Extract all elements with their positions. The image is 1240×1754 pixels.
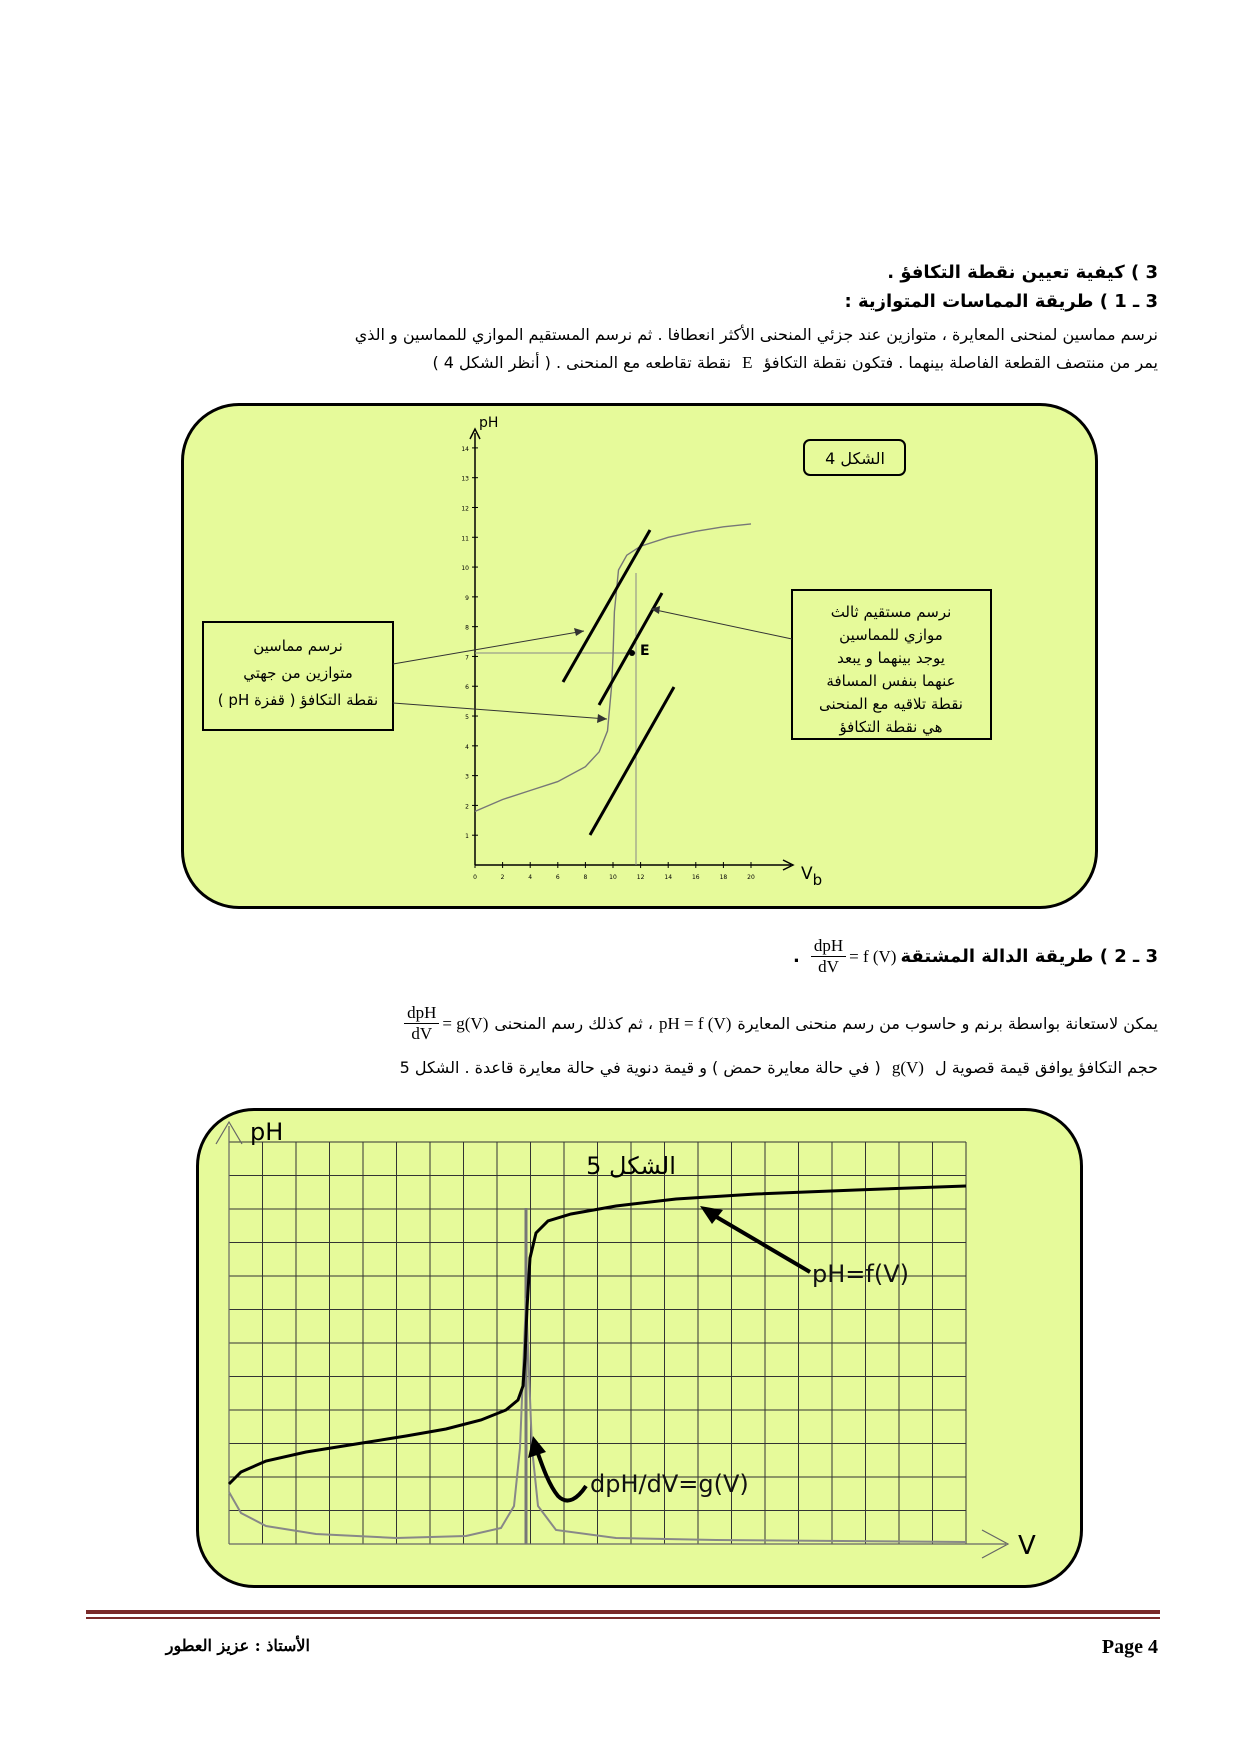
equivalence-point-label: E bbox=[640, 643, 650, 659]
x-tick-label: 10 bbox=[609, 874, 617, 881]
x-tick-label: 6 bbox=[555, 874, 560, 881]
equation-g-v: g(V) bbox=[891, 1058, 924, 1077]
derivative-fraction: $\frac{\text{dpH}}{dV}$ bbox=[811, 936, 846, 977]
y-tick-label: 9 bbox=[465, 594, 469, 602]
y-tick-label: 10 bbox=[461, 565, 469, 573]
subsection-heading-derivative bbox=[158, 936, 1158, 977]
curve-label-ph: pH=f(V) bbox=[812, 1260, 909, 1288]
y-tick-label: 7 bbox=[465, 654, 469, 662]
y-tick-label: 2 bbox=[465, 803, 469, 811]
x-tick-label: 0 bbox=[473, 874, 477, 881]
x-tick-label: 2 bbox=[500, 874, 505, 881]
y-tick-label: 1 bbox=[465, 833, 469, 841]
x-tick-label: 14 bbox=[664, 874, 673, 881]
curve-label-derivative: dpH/dV=g(V) bbox=[590, 1470, 749, 1498]
section-heading: 3 ) كيفية تعيين نقطة التكافؤ . bbox=[887, 262, 1158, 283]
note-right-line: نرسم مستقيم ثالث bbox=[830, 603, 952, 621]
footer-rule bbox=[86, 1610, 1160, 1614]
note-left-line: متوازين من جهتي bbox=[243, 664, 353, 682]
equation-g: $\frac{\text{dpH}}{dV}$ = g(V) bbox=[401, 1003, 488, 1044]
x-tick-label: 8 bbox=[583, 874, 588, 881]
footer-rule-thin bbox=[86, 1617, 1160, 1619]
x-axis-label: Vb bbox=[801, 864, 823, 889]
paragraph-line: نرسم مماسين لمنحنى المعايرة ، متوازين عند جزئي المنحنى الأكثر انعطافا . ثم نرسم المستقيم الموازي للمماسين و الذي bbox=[354, 325, 1158, 344]
arrow-to-upper-tangent bbox=[393, 631, 584, 664]
paragraph-line bbox=[78, 1054, 1158, 1082]
note-left-line: نقطة التكافؤ ( قفزة pH ) bbox=[217, 691, 379, 709]
equivalence-point bbox=[629, 650, 635, 656]
y-tick-label: 13 bbox=[461, 475, 469, 483]
footer-page-number: Page 4 bbox=[1101, 1636, 1158, 1658]
figure-4-title: الشكل 4 bbox=[825, 449, 885, 468]
paragraph-text: ، ثم كذلك رسم المنحنى bbox=[494, 1013, 654, 1033]
figure-5-title: الشكل 5 bbox=[586, 1152, 676, 1180]
arrow-to-middle-line bbox=[651, 609, 792, 639]
y-tick-label: 6 bbox=[465, 684, 469, 692]
y-axis-label: pH bbox=[479, 415, 499, 431]
arrow-to-lower-tangent bbox=[393, 703, 607, 722]
x-axis-label: V bbox=[1018, 1531, 1036, 1561]
point-e-symbol: E bbox=[742, 353, 753, 372]
note-right-line: نقطة تلاقيه مع المنحنى bbox=[819, 695, 963, 713]
y-axis-label: pH bbox=[250, 1118, 284, 1146]
y-tick-label: 8 bbox=[465, 624, 469, 632]
y-tick-label: 12 bbox=[461, 505, 469, 513]
note-right-line: عنهما بنفس المسافة bbox=[826, 672, 956, 690]
y-tick-label: 5 bbox=[465, 714, 469, 722]
heading-dot: . bbox=[792, 946, 800, 967]
paragraph-text: يمكن لاستعانة بواسطة برنم و حاسوب من رسم منحنى المعايرة bbox=[737, 1013, 1158, 1033]
note-right-line: موازي للمماسين bbox=[839, 626, 943, 644]
tangent-lower bbox=[590, 687, 674, 835]
paragraph-text: حجم التكافؤ يوافق قيمة قصوية ل bbox=[935, 1058, 1158, 1077]
paragraph-line bbox=[78, 349, 1158, 377]
derivative-equation bbox=[793, 936, 896, 977]
figure-4-chart bbox=[181, 403, 1098, 909]
paragraph-text: نقطة تقاطعه مع المنحنى . ( أنظر الشكل 4 ) bbox=[432, 353, 732, 372]
y-tick-label: 3 bbox=[465, 773, 469, 781]
titration-curve bbox=[475, 524, 751, 812]
note-right-line: يوجد بينهما و يبعد bbox=[837, 649, 945, 667]
paragraph-text: ( في حالة معايرة حمض ) و قيمة دنوية في حالة معايرة قاعدة . الشكل 5 bbox=[399, 1058, 881, 1077]
subsection-heading-text: 3 ـ 2 ) طريقة الدالة المشتقة bbox=[900, 946, 1158, 967]
note-right-line: هي نقطة التكافؤ bbox=[839, 718, 943, 736]
figure-5-chart bbox=[196, 1108, 1083, 1588]
paragraph-text: يمر من منتصف القطعة الفاصلة بينهما . فتكون نقطة التكافؤ bbox=[763, 353, 1158, 372]
footer-author: الأستاذ : عزيز العطور bbox=[165, 1636, 310, 1655]
y-tick-label: 14 bbox=[461, 445, 469, 453]
x-tick-label: 16 bbox=[691, 874, 700, 881]
y-tick-label: 11 bbox=[461, 535, 469, 543]
x-tick-label: 18 bbox=[719, 874, 728, 881]
paragraph-line bbox=[78, 1003, 1158, 1044]
tangent-upper bbox=[563, 530, 650, 682]
equation-ph-f: pH = f (V) bbox=[659, 1013, 732, 1033]
arrow-to-derivative-curve bbox=[536, 1448, 586, 1501]
subsection-heading-parallel-tangents: 3 ـ 1 ) طريقة المماسات المتوازية : bbox=[844, 291, 1158, 312]
note-left-line: نرسم مماسين bbox=[253, 637, 343, 655]
y-tick-label: 4 bbox=[465, 743, 469, 751]
x-tick-label: 12 bbox=[636, 874, 645, 881]
x-tick-label: 4 bbox=[528, 874, 533, 881]
x-tick-label: 20 bbox=[747, 874, 755, 881]
equation-tail: = f (V) bbox=[849, 946, 897, 966]
